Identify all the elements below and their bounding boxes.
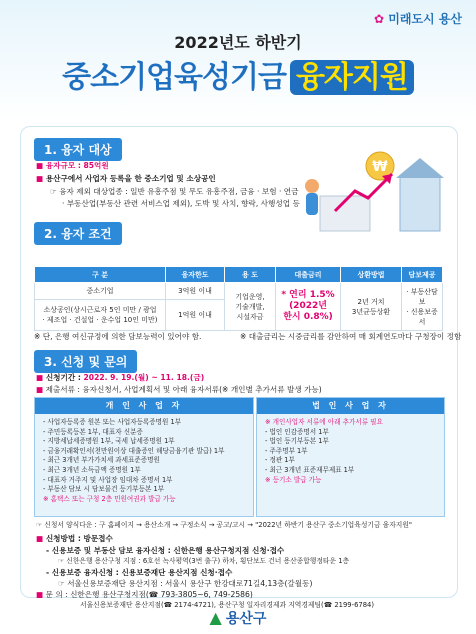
excluded-industries-2: · 부동산업(부동산 관련 서비스업 제외), 도박 및 사치, 향락, 사행성업 등 bbox=[62, 199, 300, 208]
row-sme: 중소기업 bbox=[35, 283, 166, 300]
period-label: 신청기간 : bbox=[45, 373, 84, 382]
brand-text: 미래도시 용산 bbox=[388, 12, 462, 26]
corporate-docs-note-2: ※ 등기소 발급 가능 bbox=[265, 475, 322, 484]
note-collateral: ※ 단, 은행 여신규정에 의한 담보능력이 있어야 함. bbox=[34, 332, 202, 341]
collateral-line-1: · 부동산담보 bbox=[406, 287, 438, 306]
required-documents bbox=[34, 397, 443, 517]
corporate-docs-box bbox=[256, 397, 445, 517]
brand-logo bbox=[374, 10, 462, 27]
method-bank-location: ☞ 신한은행 용산구청 지점 : 6호선 녹사평역(3번 출구) 하차, 횡단보도 건너 용산종합행정타운 1층 bbox=[58, 557, 350, 565]
list-item: - 금융거래확인서(천만원이상 대출증인 해당금융기관 발급) 1부 bbox=[43, 446, 225, 455]
footer-org: 용산구 bbox=[225, 611, 267, 627]
col-category: 구 분 bbox=[35, 267, 166, 283]
rate-line-3: 한시 0.8%) bbox=[283, 312, 333, 322]
individual-docs-list bbox=[35, 414, 253, 508]
contact-bank: 신한은행 용산구청지점(☎ 793-3805~6, 749-2586) bbox=[70, 590, 253, 599]
col-repayment: 상환방법 bbox=[341, 267, 402, 283]
section2-heading: 2. 융자 조건 bbox=[34, 222, 122, 245]
row-small-business-limit: 1억원 이내 bbox=[166, 300, 225, 331]
list-item: - 부동산 담보 시 담보물건 등기부등본 1부 bbox=[43, 485, 165, 494]
excluded-industries-1: ☞ 융자 제외 대상업종 : 일반 유흥주점 및 무도 유흥주점, 금융 · 보험 · 연금 bbox=[50, 187, 299, 196]
svg-text:₩: ₩ bbox=[372, 159, 388, 175]
submit-documents: ■ 제출서류 : 융자신청서, 사업계획서 및 아래 융자서류(※ 개인별 추가서류 발생 가능) bbox=[36, 385, 322, 394]
row-sme-limit: 3억원 이내 bbox=[166, 283, 225, 300]
section3-heading: 3. 신청 및 문의 bbox=[34, 350, 137, 373]
list-item: - 정관 1부 bbox=[265, 456, 295, 465]
title-highlight: 융자지원 bbox=[290, 60, 414, 95]
period-value: 2022. 9. 19.(월) ~ 11. 18.(금) bbox=[83, 373, 205, 382]
corporate-docs-note: ※ 개인사업자 서류에 아래 추가서류 필요 bbox=[265, 418, 383, 426]
individual-docs-note: ※ 홈택스 또는 구청 2층 민원여권과 발급 가능 bbox=[43, 494, 176, 503]
col-rate: 대출금리 bbox=[276, 267, 341, 283]
poster-subtitle: 2022년도 하반기 bbox=[174, 33, 302, 52]
list-item: - 주민등록등본 1부, 대표자 신분증 bbox=[43, 427, 143, 436]
list-item: - 법인 등기부등본 1부 bbox=[265, 437, 329, 446]
col-collateral: 담보제공 bbox=[402, 267, 443, 283]
collateral-cell bbox=[402, 283, 443, 331]
section1-heading: 1. 융자 대상 bbox=[34, 138, 122, 161]
rate-line-2: (2022년 bbox=[289, 301, 327, 311]
contact-label: 문 의 : bbox=[45, 590, 71, 599]
corporate-docs-heading: 법 인 사 업 자 bbox=[257, 398, 444, 414]
repay-line-2: 3년균등상환 bbox=[351, 307, 391, 316]
row-small-business bbox=[35, 300, 166, 331]
corporate-docs-list bbox=[257, 414, 444, 489]
loan-conditions-table bbox=[34, 266, 443, 331]
poster-title bbox=[0, 52, 476, 96]
leaf-icon: ✿ bbox=[374, 12, 389, 26]
contact-2: 서울신용보증재단 용산지점(☎ 2174-4721), 용산구청 일자리경제과 지역경제팀(☎ 2199-6784) bbox=[80, 601, 375, 609]
col-limit: 융자한도 bbox=[166, 267, 225, 283]
usage-text: 기업운영, 기술개발, 시설자금 bbox=[235, 292, 265, 321]
individual-docs-box bbox=[34, 397, 254, 517]
repayment-cell bbox=[341, 283, 402, 331]
list-item: - 법인 인감증명서 1부 bbox=[265, 427, 329, 436]
list-item: - 주주명부 1부 bbox=[265, 446, 308, 455]
list-item: - 최근 3개년 부가가치세 과세표준증명원 bbox=[43, 456, 160, 465]
table-header-row bbox=[35, 267, 443, 283]
application-method: ■ 신청방법 : 방문접수 bbox=[36, 534, 113, 543]
yongsan-emblem-icon: ▲ bbox=[209, 608, 222, 627]
individual-docs-heading: 개 인 사 업 자 bbox=[35, 398, 253, 414]
collateral-line-2: · 신용보증서 bbox=[406, 307, 438, 326]
footer-logo bbox=[0, 608, 476, 628]
repay-line-1: 2년 거치 bbox=[357, 297, 385, 306]
eligible-target: ■ 용산구에서 사업자 등록을 한 중소기업 및 소상공인 bbox=[36, 174, 216, 183]
small-business-line-1: 소상공인(상시근로자 5인 미만 / 광업 bbox=[43, 306, 157, 314]
table-row bbox=[35, 283, 443, 300]
list-item: - 사업자등록증 원본 또는 사업자등록증명원 1부 bbox=[43, 418, 182, 426]
list-item: - 최근 3개년 표준재무제표 1부 bbox=[265, 465, 355, 474]
title-main: 중소기업육성기금 bbox=[62, 60, 286, 95]
rate-line-1: * 연리 1.5% bbox=[281, 290, 335, 300]
note-rate: ※ 대출금리는 시중금리를 감안하여 매 회계연도마다 구청장이 정함 bbox=[240, 332, 462, 341]
contact: ■ 문 의 : 신한은행 용산구청지점(☎ 793-3805~6, 749-2586) bbox=[36, 590, 253, 599]
eligible-target-text: 용산구에서 사업자 등록을 한 중소기업 및 소상공인 bbox=[45, 174, 216, 183]
usage-cell bbox=[225, 283, 276, 331]
form-download-path: ☞ 신청서 양식다운 : 구 홈페이지 → 용산소개 → 구정소식 → 공고/고시 → "2022년 하반기 용산구 중소기업육성기금 융자지원" bbox=[36, 521, 413, 529]
list-item: - 대표자 거주지 및 사업장 임대차 증명서 1부 bbox=[43, 475, 173, 484]
method-bank: - 신용보증 및 부동산 담보 융자신청 : 신한은행 용산구청지점 신청·접수 bbox=[46, 546, 285, 555]
finance-illustration-icon bbox=[300, 136, 450, 236]
application-period: ■ 신청기간 : 2022. 9. 19.(월) ~ 11. 18.(금) bbox=[36, 373, 205, 382]
list-item: - 지방세납세증명원 1부, 국세 납세증명원 1부 bbox=[43, 437, 175, 446]
method-foundation: - 신용보증 융자신청 : 신용보증재단 용산지점 신청·접수 bbox=[46, 568, 233, 577]
loan-size-text: 융자규모 : 85억원 bbox=[45, 161, 109, 170]
method-foundation-location: ☞ 서울신용보증재단 용산지점 : 서울시 용산구 한강대로71길4,13층(갈월동) bbox=[58, 579, 313, 588]
rate-cell bbox=[276, 283, 341, 331]
small-business-line-2: · 제조업 · 건설업 · 운수업 10인 미만) bbox=[42, 316, 158, 324]
col-usage: 용 도 bbox=[225, 267, 276, 283]
loan-size: ■ 융자규모 : 85억원 bbox=[36, 161, 109, 170]
list-item: - 최근 3개년 소득금액 증명원 1부 bbox=[43, 465, 141, 474]
method-text: 신청방법 : 방문접수 bbox=[45, 534, 113, 543]
submit-documents-text: 제출서류 : 융자신청서, 사업계획서 및 아래 융자서류(※ 개인별 추가서류 발생 가능) bbox=[45, 385, 322, 394]
